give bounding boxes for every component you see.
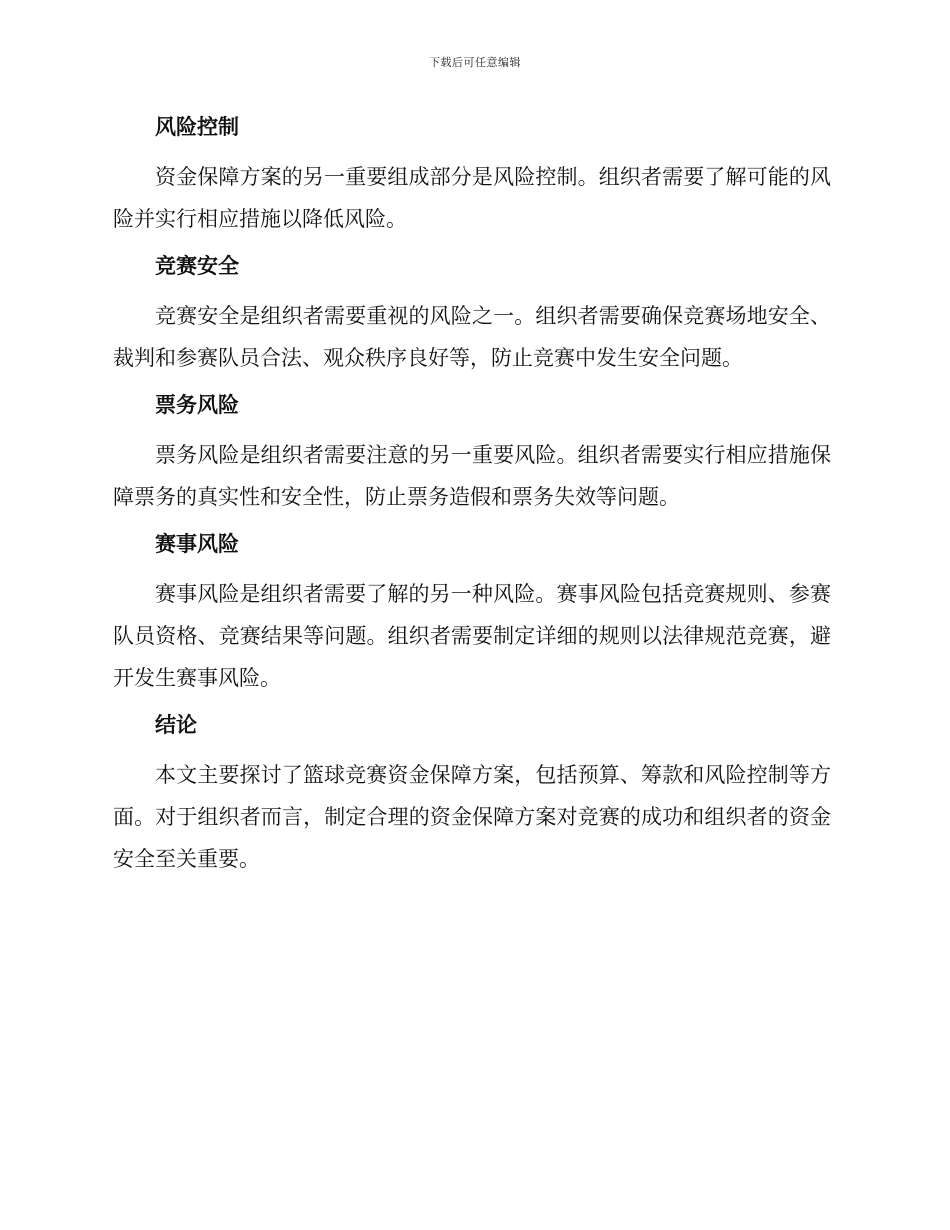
section-competition-safety — [113, 249, 831, 379]
section-heading: 票务风险 — [155, 393, 239, 417]
section-heading: 竞赛安全 — [155, 254, 239, 278]
document-body — [113, 110, 831, 889]
section-event-risk — [113, 527, 831, 699]
section-conclusion — [113, 708, 831, 880]
header-note: 下载后可任意编辑 — [429, 56, 521, 69]
section-heading: 赛事风险 — [155, 532, 239, 556]
section-paragraph: 本文主要探讨了篮球竞赛资金保障方案，包括预算、筹款和风险控制等方面。对于组织者而言，制定合理的资金保障方案对竞赛的成功和组织者的资金安全至关重要。 — [113, 763, 831, 871]
section-paragraph: 票务风险是组织者需要注意的另一重要风险。组织者需要实行相应措施保障票务的真实性和安全性，防止票务造假和票务失效等问题。 — [113, 443, 831, 509]
section-heading: 结论 — [155, 713, 197, 737]
section-risk-control — [113, 110, 831, 240]
section-paragraph: 资金保障方案的另一重要组成部分是风险控制。组织者需要了解可能的风险并实行相应措施以降低风险。 — [113, 165, 831, 231]
section-paragraph: 赛事风险是组织者需要了解的另一种风险。赛事风险包括竞赛规则、参赛队员资格、竞赛结果等问题。组织者需要制定详细的规则以法律规范竞赛，避开发生赛事风险。 — [113, 582, 831, 690]
section-heading: 风险控制 — [155, 115, 239, 139]
section-ticket-risk — [113, 388, 831, 518]
section-paragraph: 竞赛安全是组织者需要重视的风险之一。组织者需要确保竞赛场地安全、裁判和参赛队员合法、观众秩序良好等，防止竞赛中发生安全问题。 — [113, 304, 831, 370]
